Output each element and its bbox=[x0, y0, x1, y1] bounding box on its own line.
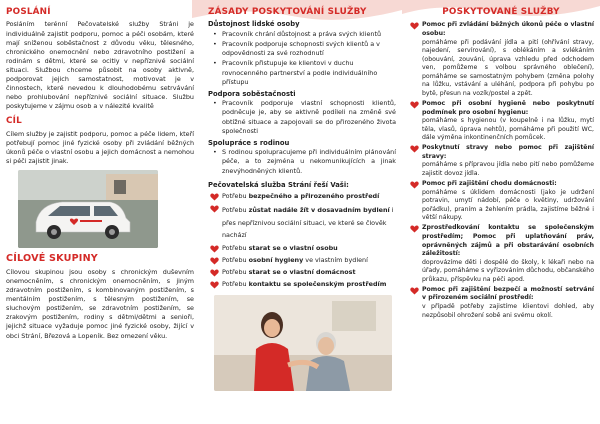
heart-icon bbox=[210, 281, 219, 289]
heart-icon bbox=[210, 269, 219, 277]
service-car-illustration bbox=[18, 170, 158, 248]
heart-icon bbox=[410, 181, 419, 189]
caregiver-illustration bbox=[214, 295, 392, 391]
column-mission bbox=[0, 0, 200, 424]
cil-heading: CÍL bbox=[6, 116, 22, 127]
heart-icon bbox=[410, 287, 419, 295]
list-item: • Pracovník přistupuje ke klientovi v duchu rovnocenného partnerství a podle individuálního přístupu bbox=[208, 59, 396, 86]
list-item: Pomoc při zvládání běžných úkonů péče o vlastní osobu: pomáháme při podávání jídla a pití (ohřívání stravy, najedení, servírování), s oblékáním a svlékáním (obouvání, zouvání, úprava vzhledu před odchodem ven, pomůžeme s volbou správného oblečení), pomáháme se samostatným pohybem (změna polohy na lůžku, vstávání a uléhání, podpora při pohybu po bytě, přesun na vozík/postel a zpět. bbox=[408, 21, 594, 98]
heart-icon bbox=[210, 193, 219, 201]
list-item: Potřebu starat se o vlastní domácnost bbox=[208, 268, 396, 277]
poslani-heading: POSLÁNÍ bbox=[6, 7, 51, 17]
list-item: Poskytnutí stravy nebo pomoc při zajištění stravy: pomáháme s přípravou jídla nebo pití nebo pomůžeme zajistit dovoz jídla. bbox=[408, 144, 594, 178]
heart-icon bbox=[210, 205, 219, 213]
list-item: • Pracovník chrání důstojnost a práva svých klientů bbox=[208, 30, 396, 39]
column-services bbox=[402, 0, 600, 424]
list-item: • S rodinou spolupracujeme při individuálním plánování péče, a to zejména u nekomunikujících a jinak znevýhodněných klientů. bbox=[208, 148, 396, 175]
resi-subheading: Pečovatelská služba Strání řeší Vaši: bbox=[208, 180, 349, 189]
cilove-skupiny-text: Cílovou skupinou jsou osoby s chronickým duševním onemocněním, s chronickým onemocněním, s jiným zdravotním postižením, s kombinovaným postižením, s mentálním postižením, s tělesným postižením, se sluchovým postižením, se zdravotním postižením, se zrakovým postižením, rodiny s dětmi/dětmi a senioři, jejichž situace vyžaduje pomoc jiné fyzické osoby, žijící v obci Strání, Březová a Lopeník. Bez omezení věku. bbox=[6, 267, 194, 340]
sluzby-heading: POSKYTOVANÉ SLUŽBY bbox=[442, 7, 560, 17]
dustojnost-list bbox=[208, 30, 396, 87]
heart-icon bbox=[210, 257, 219, 265]
column-principles bbox=[200, 0, 402, 424]
services-list bbox=[408, 21, 594, 320]
list-item: Pomoc při zajištění bezpečí a možností setrvání v přirozeném sociální prostředí: v případě potřeby zajistíme klientovi dohled, aby nezpůsobil ohrožení sobě ani svému okolí. bbox=[408, 286, 594, 320]
list-item: Potřebu kontaktu se společenským prostředím bbox=[208, 280, 396, 289]
heart-icon bbox=[410, 145, 419, 153]
needs-list bbox=[208, 192, 396, 289]
zasady-heading: ZÁSADY POSKYTOVÁNÍ SLUŽBY bbox=[208, 7, 367, 17]
dustojnost-subheading: Důstojnost lidské osoby bbox=[208, 20, 300, 29]
service-car-photo bbox=[18, 170, 158, 248]
cil-text: Cílem služby je zajistit podporu, pomoc a péče lidem, kteří potřebují pomoc jiné fyzické osoby při zvládání běžných úkonů péče o vlastní osobu a jejich domácnost a nemohou si péči zajistit jinak. bbox=[6, 129, 194, 166]
list-item: Potřebu zůstat nadále žít v dosavadním bydlení i přes nepříznivou sociální situaci, ve které se člověk nachází bbox=[208, 204, 396, 241]
list-item: • Pracovník podporuje vlastní schopnosti klientů, podněcuje je, aby se aktivně podíleli na změně své obtížné situace a zapojovali se do přirozeného života společnosti bbox=[208, 99, 396, 135]
list-item: Pomoc při osobní hygieně nebo poskytnutí podmínek pro osobní hygienu: pomáháme s hygienou (v koupelně i na lůžku, mytí těla, vlasů, úprava nehtů), pomáháme při použití WC, dále výměna inkontinenčních pomůcek. bbox=[408, 100, 594, 143]
list-item: Zprostředkování kontaktu se společenským prostředím; Pomoc při uplatňování práv, oprávněných zájmů a při obstarávání osobních záležitostí: doprovázíme děti i dospělé do školy, k lékaři nebo na úřady, pomáháme s vyřizováním důchodu, občanského průkazu, příspěvku na péči apod. bbox=[408, 224, 594, 284]
poslani-text: Posláním terénní Pečovatelské služby Stráni je individuálně zajistit podporu, pomoc a péči osobám, které mají sníženou soběstačnost z důvodu věku, tělesného, chronického onemocnění nebo zdravotního postižení a rodinám s dětmi, které se ocitly v nepříznivé sociální situaci. Službou chceme působit na osoby aktivně, podporovat jejich samostatnost, motivovat je v činnostech, které nevedou k dlouhodobému setrvávání nebo prohlubování nepříznivé sociální situace. Službu poskytujeme v zájmu osob a v nálezité kvalitě bbox=[6, 20, 194, 111]
list-item: • Pracovník podporuje schopnosti svých klientů a v odpovědnosti za své rozhodnutí bbox=[208, 40, 396, 58]
sobestacnost-subheading: Podpora soběstačnosti bbox=[208, 89, 296, 98]
heart-icon bbox=[210, 245, 219, 253]
list-item: Potřebu bezpečného a přirozeného prostředí bbox=[208, 192, 396, 201]
list-item: Potřebu osobní hygieny ve vlastním bydlení bbox=[208, 256, 396, 265]
caregiver-photo bbox=[214, 295, 392, 391]
cilove-skupiny-heading: CÍLOVÉ SKUPINY bbox=[6, 253, 98, 265]
spoluprace-subheading: Spolupráce s rodinou bbox=[208, 138, 290, 147]
sobestacnost-list bbox=[208, 99, 396, 135]
list-item: Pomoc při zajištění chodu domácnosti: pomáháme s úklidem domácnosti (jako je udržení potravin, umytí nádobí, péče o květiny, udržování pořádku), praním a žehlením prádla, zajistíme běžné i větší nákupy. bbox=[408, 180, 594, 223]
list-item: Potřebu starat se o vlastní osobu bbox=[208, 244, 396, 253]
spoluprace-list bbox=[208, 148, 396, 175]
heart-icon bbox=[410, 22, 419, 30]
heart-icon bbox=[410, 101, 419, 109]
heart-icon bbox=[410, 225, 419, 233]
